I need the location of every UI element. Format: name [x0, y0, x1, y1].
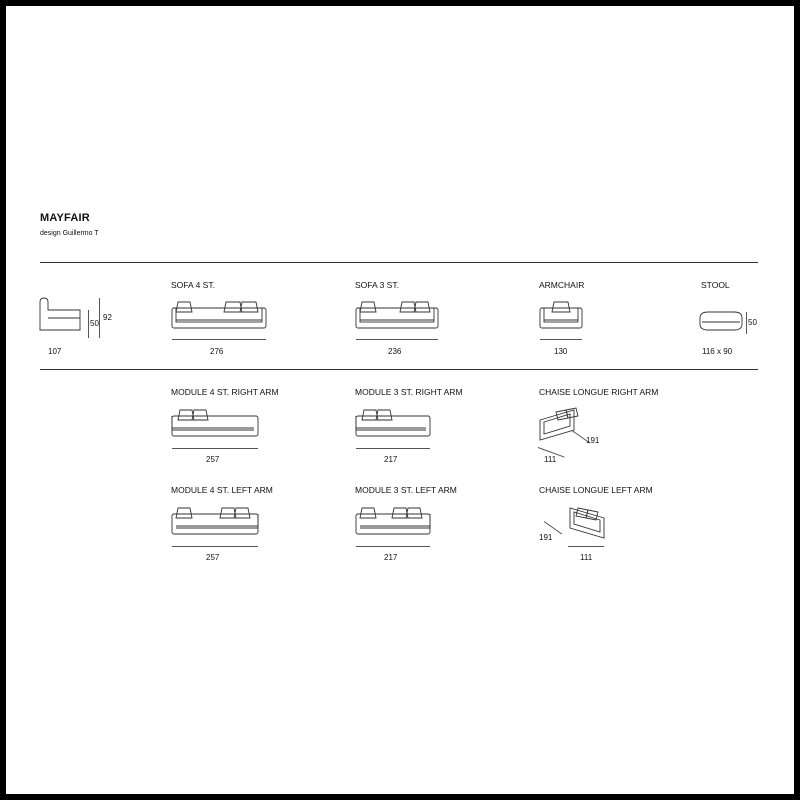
sofa-3-dim: 236	[388, 347, 402, 356]
stool-drawing	[698, 308, 744, 332]
module-4-left-label: MODULE 4 ST. LEFT ARM	[171, 485, 273, 495]
chaise-right-drawing	[538, 406, 586, 442]
seat-height-dim: 50	[90, 319, 99, 328]
module-3-right-label: MODULE 3 ST. RIGHT ARM	[355, 387, 463, 397]
sofa-3-label: SOFA 3 ST.	[355, 280, 399, 290]
product-title: MAYFAIR	[40, 212, 90, 224]
side-width-dim: 107	[48, 347, 62, 356]
stool-height-dim: 50	[748, 318, 757, 327]
module-4-left-dim: 257	[206, 553, 220, 562]
armchair-label: ARMCHAIR	[539, 280, 585, 290]
sofa-4-dim: 276	[210, 347, 224, 356]
sofa-3-dimline	[356, 339, 438, 340]
module-3-left-dim: 217	[384, 553, 398, 562]
stool-label: STOOL	[701, 280, 730, 290]
designer-credit: design Guillermo T	[40, 230, 99, 237]
module-4-left-drawing	[170, 506, 260, 536]
module-3-right-drawing	[354, 408, 432, 438]
side-view-drawing	[38, 296, 84, 332]
module-4-right-label: MODULE 4 ST. RIGHT ARM	[171, 387, 279, 397]
height-line	[99, 298, 100, 338]
chaise-left-label: CHAISE LONGUE LEFT ARM	[539, 485, 653, 495]
chaise-left-drawing	[558, 504, 606, 540]
height-dim: 92	[103, 313, 112, 322]
chaise-right-depth-dim: 191	[586, 436, 600, 445]
module-3-left-drawing	[354, 506, 432, 536]
sofa-3-drawing	[354, 300, 440, 330]
chaise-left-width-dim: 111	[580, 553, 593, 562]
seat-height-line	[88, 310, 89, 338]
module-3-left-label: MODULE 3 ST. LEFT ARM	[355, 485, 457, 495]
chaise-left-width-line	[568, 546, 604, 547]
armchair-dim: 130	[554, 347, 568, 356]
armchair-drawing	[538, 300, 584, 330]
sofa-4-drawing	[170, 300, 268, 330]
stool-height-line	[746, 312, 747, 334]
top-divider	[40, 262, 758, 263]
module-4-right-dimline	[172, 448, 258, 449]
chaise-left-depth-dim: 191	[539, 533, 553, 542]
chaise-right-width-dim: 111	[544, 455, 557, 464]
module-3-right-dimline	[356, 448, 430, 449]
chaise-right-label: CHAISE LONGUE RIGHT ARM	[539, 387, 659, 397]
stool-dim: 116 x 90	[702, 347, 733, 356]
module-4-right-drawing	[170, 408, 260, 438]
catalog-sheet	[6, 6, 794, 794]
middle-divider	[40, 369, 758, 370]
sofa-4-dimline	[172, 339, 266, 340]
module-3-right-dim: 217	[384, 455, 398, 464]
armchair-dimline	[540, 339, 582, 340]
module-4-right-dim: 257	[206, 455, 220, 464]
module-3-left-dimline	[356, 546, 430, 547]
module-4-left-dimline	[172, 546, 258, 547]
sofa-4-label: SOFA 4 ST.	[171, 280, 215, 290]
